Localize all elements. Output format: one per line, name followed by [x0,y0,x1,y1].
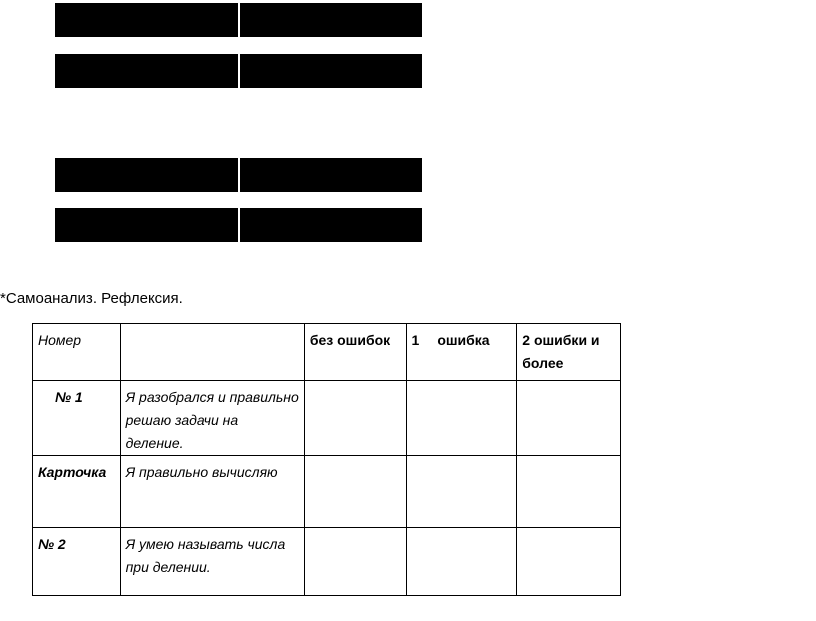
cell-no-errors[interactable] [304,381,406,456]
redacted-row [55,54,422,88]
row-statement: Я умею называть числа при делении. [120,528,304,596]
row-label: Карточка [33,456,121,528]
redacted-cell [240,208,422,242]
row-label: № 2 [33,528,121,596]
cell-one-error[interactable] [406,528,517,596]
cell-no-errors[interactable] [304,528,406,596]
table-row [33,528,621,596]
table-row [33,381,621,456]
redacted-row [55,158,422,192]
redacted-cell [240,3,422,37]
cell-one-error[interactable] [406,456,517,528]
cell-no-errors[interactable] [304,456,406,528]
cell-one-error[interactable] [406,381,517,456]
header-one-error-number: 1 [411,332,420,348]
row-statement: Я правильно вычисляю [120,456,304,528]
cell-two-errors[interactable] [517,381,621,456]
header-number: Номер [33,324,121,381]
redacted-cell [55,54,238,88]
header-one-error-label: ошибка [437,332,490,348]
self-assessment-table [32,323,621,596]
redacted-cell [55,208,238,242]
redacted-cell [55,158,238,192]
cell-two-errors[interactable] [517,528,621,596]
header-two-errors: 2 ошибки и более [517,324,621,381]
table-row [33,456,621,528]
redacted-cell [240,158,422,192]
header-one-error [406,324,517,381]
table-header-row [33,324,621,381]
cell-two-errors[interactable] [517,456,621,528]
header-no-errors: без ошибок [304,324,406,381]
redacted-cell [55,3,238,37]
header-empty [120,324,304,381]
redacted-row [55,3,422,37]
section-heading: *Самоанализ. Рефлексия. [0,290,183,307]
row-statement: Я разобрался и правильно решаю задачи на деление. [120,381,304,456]
row-label: № 1 [33,381,121,456]
redacted-cell [240,54,422,88]
redacted-row [55,208,422,242]
